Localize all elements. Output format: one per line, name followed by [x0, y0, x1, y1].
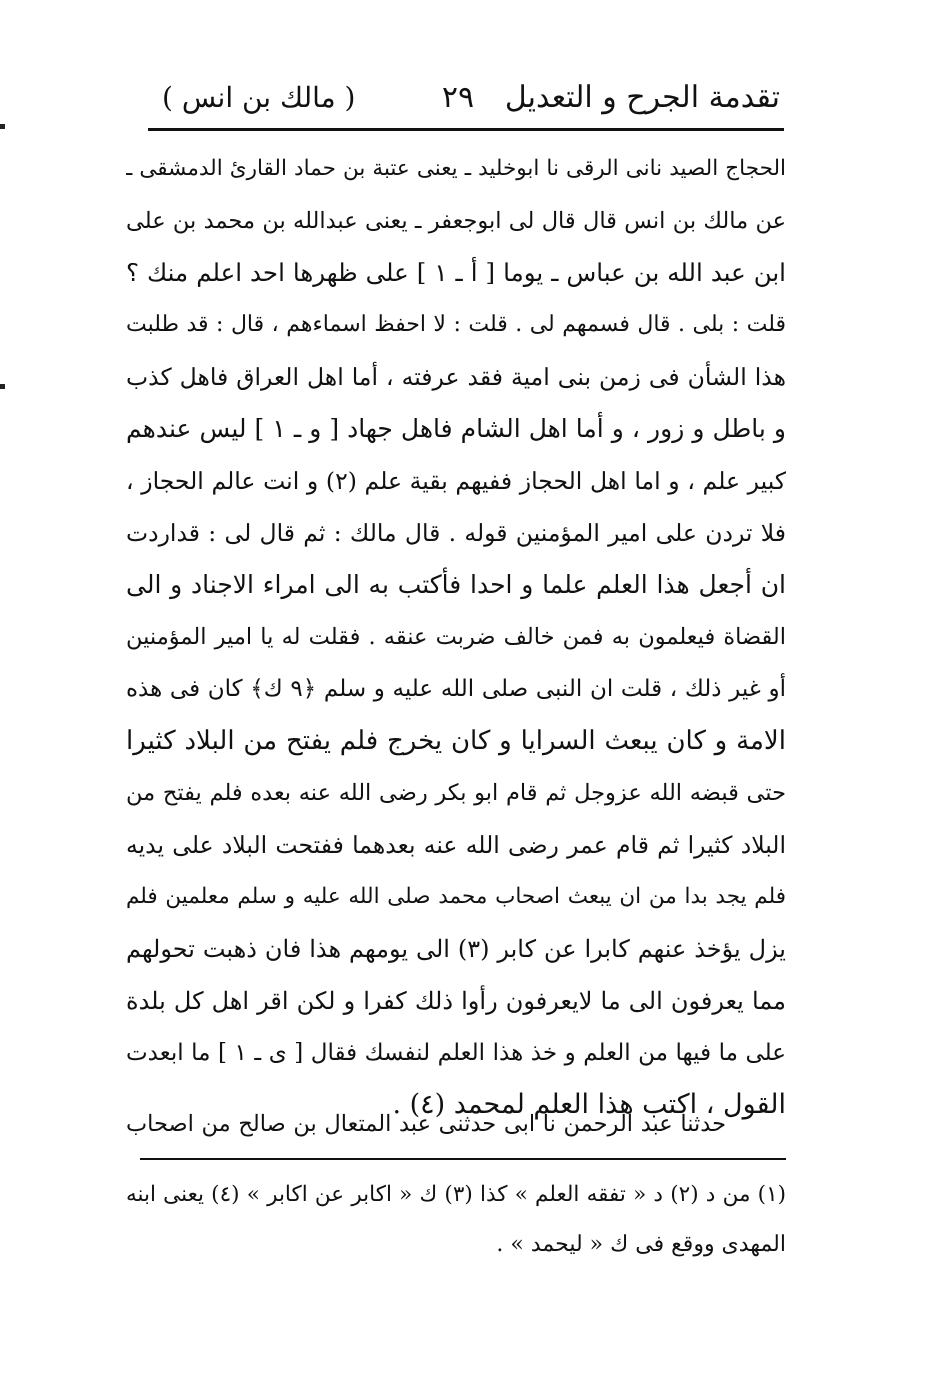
text-line: الامة و كان يبعث السرايا و كان يخرج فلم يفتح من البلاد كثيرا	[126, 726, 786, 756]
text-line: القضاة فيعلمون به فمن خالف ضربت عنقه . فقلت له يا امير المؤمنين	[126, 624, 786, 650]
text-line: الحجاج الصيد نانى الرقى نا ابوخليد ـ يعنى عتبة بن حماد القارئ الدمشقى ـ	[126, 156, 786, 181]
text-line: فلم يجد بدا من ان يبعث اصحاب محمد صلى الله عليه و سلم معلمين فلم	[126, 884, 786, 909]
text-line: ابن عبد الله بن عباس ـ يوما [ أ ـ ١ ] على ظهرها احد اعلم منك ؟	[126, 258, 786, 287]
scan-edge-mark	[0, 384, 5, 389]
text-line: قلت : بلى . قال فسمهم لى . قلت : لا احفظ اسماءهم ، قال : قد طلبت	[126, 312, 786, 337]
running-head-book-title: تقدمة الجرح و التعديل	[504, 80, 780, 115]
text-line: على ما فيها من العلم و خذ هذا العلم لنفسك فقال [ ى ـ ١ ] ما ابعدت	[126, 1040, 786, 1066]
footnote-line: (١) من د (٢) د « تفقه العلم » كذا (٣) ك « اكابر عن اكابر » (٤) يعنى ابنه	[126, 1182, 787, 1207]
text-line: عن مالك بن انس قال قال لى ابوجعفر ـ يعنى عبدالله بن محمد بن على	[126, 208, 786, 234]
footnote-line: المهدى ووقع فى ك « ليحمد » .	[496, 1232, 786, 1257]
text-line: القول ، اكتب هذا العلم لمحمد (٤) .	[392, 1089, 786, 1120]
running-head-section-title: ( مالك بن انس )	[162, 81, 356, 114]
page-number: ٢٩	[441, 80, 475, 115]
text-line: ان أجعل هذا العلم علما و احدا فأكتب به الى امراء الاجناد و الى	[126, 570, 786, 599]
header-rule	[148, 128, 784, 131]
text-line: حتى قبضه الله عزوجل ثم قام ابو بكر رضى الله عنه بعده فلم يفتح من	[126, 780, 786, 806]
text-line: و باطل و زور ، و أما اهل الشام فاهل جهاد [ و ـ ١ ] ليس عندهم	[126, 414, 786, 443]
main-text	[126, 143, 786, 1131]
footnotes	[126, 1170, 786, 1270]
page-header	[150, 78, 780, 122]
text-line: يزل يؤخذ عنهم كابرا عن كابر (٣) الى يومهم هذا فان ذهبت تحولهم	[126, 935, 786, 963]
text-line: كبير علم ، و اما اهل الحجاز ففيهم بقية علم (٢) و انت عالم الحجاز ،	[126, 467, 786, 495]
text-line: فلا تردن على امير المؤمنين قوله . قال مالك : ثم قال لى : قداردت	[126, 519, 786, 547]
text-line: أو غير ذلك ، قلت ان النبى صلى الله عليه و سلم ﴿٩ ك﴾ كان فى هذه	[126, 676, 786, 702]
text-line: حدثنا عبد الرحمن نا ابى حدثنى عبد المتعال بن صالح من اصحاب	[126, 1111, 726, 1137]
text-line: البلاد كثيرا ثم قام عمر رضى الله عنه بعدهما ففتحت البلاد على يديه	[126, 831, 786, 859]
scan-edge-mark	[0, 124, 5, 129]
text-line: مما يعرفون الى ما لايعرفون رأوا ذلك كفرا و لكن اقر اهل كل بلدة	[126, 987, 786, 1015]
text-line: هذا الشأن فى زمن بنى امية فقد عرفته ، أما اهل العراق فاهل كذب	[126, 363, 786, 391]
second-paragraph	[126, 1098, 726, 1150]
footnote-rule	[140, 1158, 786, 1160]
